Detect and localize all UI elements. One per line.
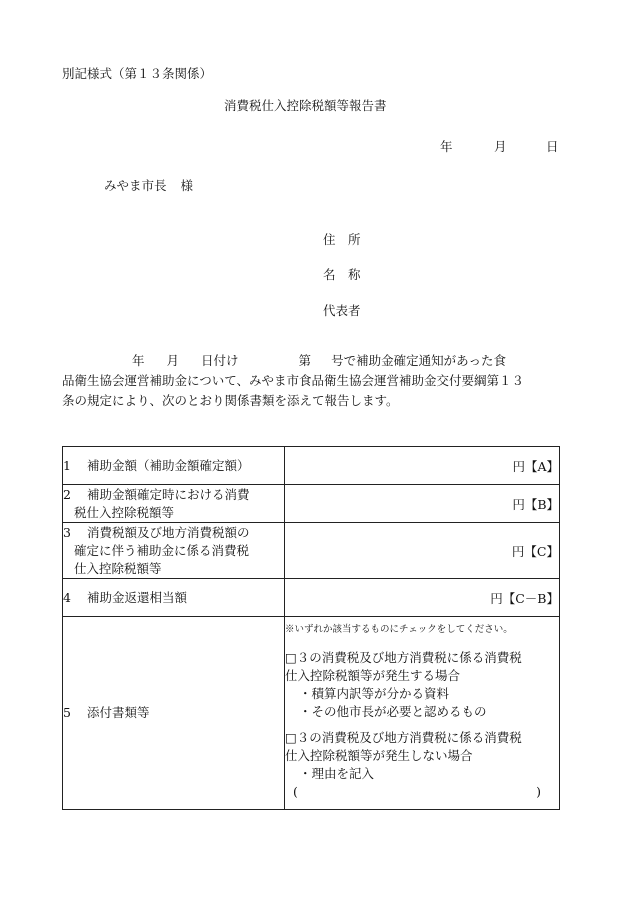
option-item: ・理由を記入	[299, 766, 375, 781]
applicant-address-label: 住 所	[323, 232, 361, 247]
option-tax-occurs[interactable]: □３の消費税及び地方消費税に係る消費税 仕入控除税額等が発生する場合 ・積算内訳等が分かる資料 ・その他市長が必要と認めるもの	[285, 649, 559, 721]
applicant-representative-label: 代表者	[323, 303, 361, 318]
value-a: 円【A】	[285, 447, 560, 485]
body-line-1: 年 月 日付け 第 号で補助金確定通知があった食	[132, 353, 506, 368]
option-item: ・積算内訳等が分かる資料	[299, 686, 450, 701]
table-row-tax-at-confirmation: 2 補助金額確定時における消費 税仕入控除税額等 円【B】	[63, 485, 560, 523]
document-title: 消費税仕入控除税額等報告書	[224, 98, 387, 113]
table-row-attachments: 5 添付書類等 ※いずれか該当するものにチェックをしてください。 □３の消費税及び地方消費税に係る消費税 仕入控除税額等が発生する場合 ・積算内訳等が分かる資料 ・その他市長が必要と認めるもの □３の消費税及び地方消費税に係る消費税 仕入控除税額等が発生しない場合 ・理由を記入 ( )	[63, 617, 560, 810]
applicant-name-label: 名 称	[323, 267, 361, 282]
body-line-2: 品衛生協会運営補助金について、みやま市食品衛生協会運営補助金交付要綱第１３	[62, 373, 525, 388]
table-row-subsidy-amount: 1 補助金額（補助金額確定額） 円【A】	[63, 447, 560, 485]
addressee-honorific: 様	[180, 178, 194, 193]
addressee	[104, 176, 193, 194]
body-paragraph	[62, 351, 562, 411]
attachments-note: ※いずれか該当するものにチェックをしてください。	[285, 624, 513, 635]
value-b: 円【B】	[285, 485, 560, 523]
option-tax-not-occurs[interactable]: □３の消費税及び地方消費税に係る消費税 仕入控除税額等が発生しない場合 ・理由を記入 ( )	[285, 729, 559, 801]
value-c-minus-b: 円【C－B】	[285, 579, 560, 617]
reason-field[interactable]: ( )	[293, 784, 541, 799]
date-month: 月	[494, 139, 507, 154]
value-c: 円【C】	[285, 523, 560, 579]
body-line-3: 条の規定により、次のとおり関係書類を添えて報告します。	[62, 393, 399, 408]
date-year: 年	[440, 139, 453, 154]
form-label: 別記様式（第１３条関係）	[62, 66, 213, 81]
date-day: 日	[546, 139, 559, 154]
addressee-name: みやま市長	[104, 178, 167, 193]
attachments-cell	[285, 617, 560, 810]
table-row-refund-amount: 4 補助金返還相当額 円【C－B】	[63, 579, 560, 617]
report-table	[62, 446, 560, 810]
option-item: ・その他市長が必要と認めるもの	[299, 704, 487, 719]
table-row-tax-after-finalization: 3 消費税額及び地方消費税額の 確定に伴う補助金に係る消費税 仕入控除税額等 円【C】	[63, 523, 560, 579]
